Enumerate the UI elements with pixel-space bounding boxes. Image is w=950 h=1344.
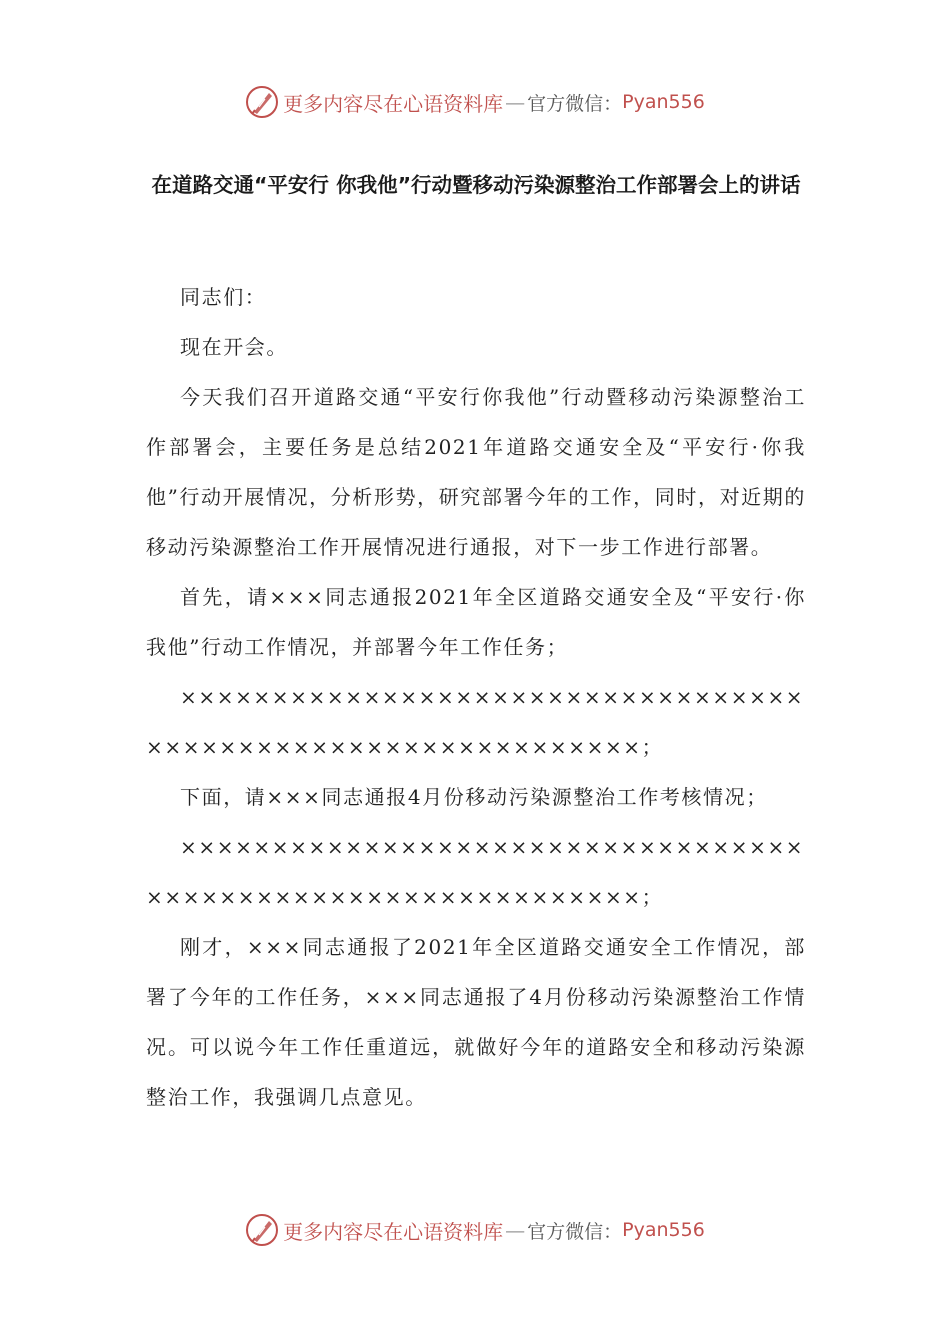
watermark-brand-text: 更多内容尽在心语资料库 (283, 91, 504, 116)
watermark-wechat-id: Pyan556 (622, 1219, 705, 1241)
footer-watermark (0, 1208, 950, 1252)
paragraph-opening: 现在开会。 (180, 335, 288, 359)
watermark-brand-text: 更多内容尽在心语资料库 (283, 1219, 504, 1244)
quill-pen-logo-icon (245, 1213, 279, 1247)
paragraph-summary: 刚才，×××同志通报了2021年全区道路交通安全工作情况，部署了今年的工作任务，×××同志通报了4月份移动污染源整治工作情况。可以说今年工作任重道远，就做好今年的道路安全和移动污染源整治工作，我强调几点意见。 (146, 935, 806, 1109)
paragraph-placeholder-1: ×××××××××××××××××××××××××××××××××××××××××××××××××××××××××××××； (146, 685, 805, 759)
paragraph-purpose: 今天我们召开道路交通“平安行你我他”行动暨移动污染源整治工作部署会，主要任务是总结2021年道路交通安全及“平安行·你我他”行动开展情况，分析形势，研究部署今年的工作，同时，对近期的移动污染源整治工作开展情况进行通报，对下一步工作进行部署。 (146, 385, 806, 559)
paragraph-placeholder-2: ×××××××××××××××××××××××××××××××××××××××××××××××××××××××××××××； (146, 835, 805, 909)
document-title: 在道路交通“平安行 你我他”行动暨移动污染源整治工作部署会上的讲话 (151, 173, 801, 197)
paragraph-first-report: 首先，请×××同志通报2021年全区道路交通安全及“平安行·你我他”行动工作情况，并部署今年工作任务； (146, 585, 806, 659)
document-body (146, 272, 806, 1122)
watermark-wechat-id: Pyan556 (622, 91, 705, 113)
paragraph-second-report: 下面，请×××同志通报4月份移动污染源整治工作考核情况； (180, 785, 768, 809)
paragraph-salutation: 同志们： (180, 285, 267, 309)
watermark-separator: — (505, 1218, 526, 1242)
watermark-separator: — (505, 90, 526, 114)
header-watermark (0, 80, 950, 124)
watermark-official-label: 官方微信： (527, 1220, 623, 1243)
watermark-official-label: 官方微信： (527, 92, 623, 115)
quill-pen-logo-icon (245, 85, 279, 119)
